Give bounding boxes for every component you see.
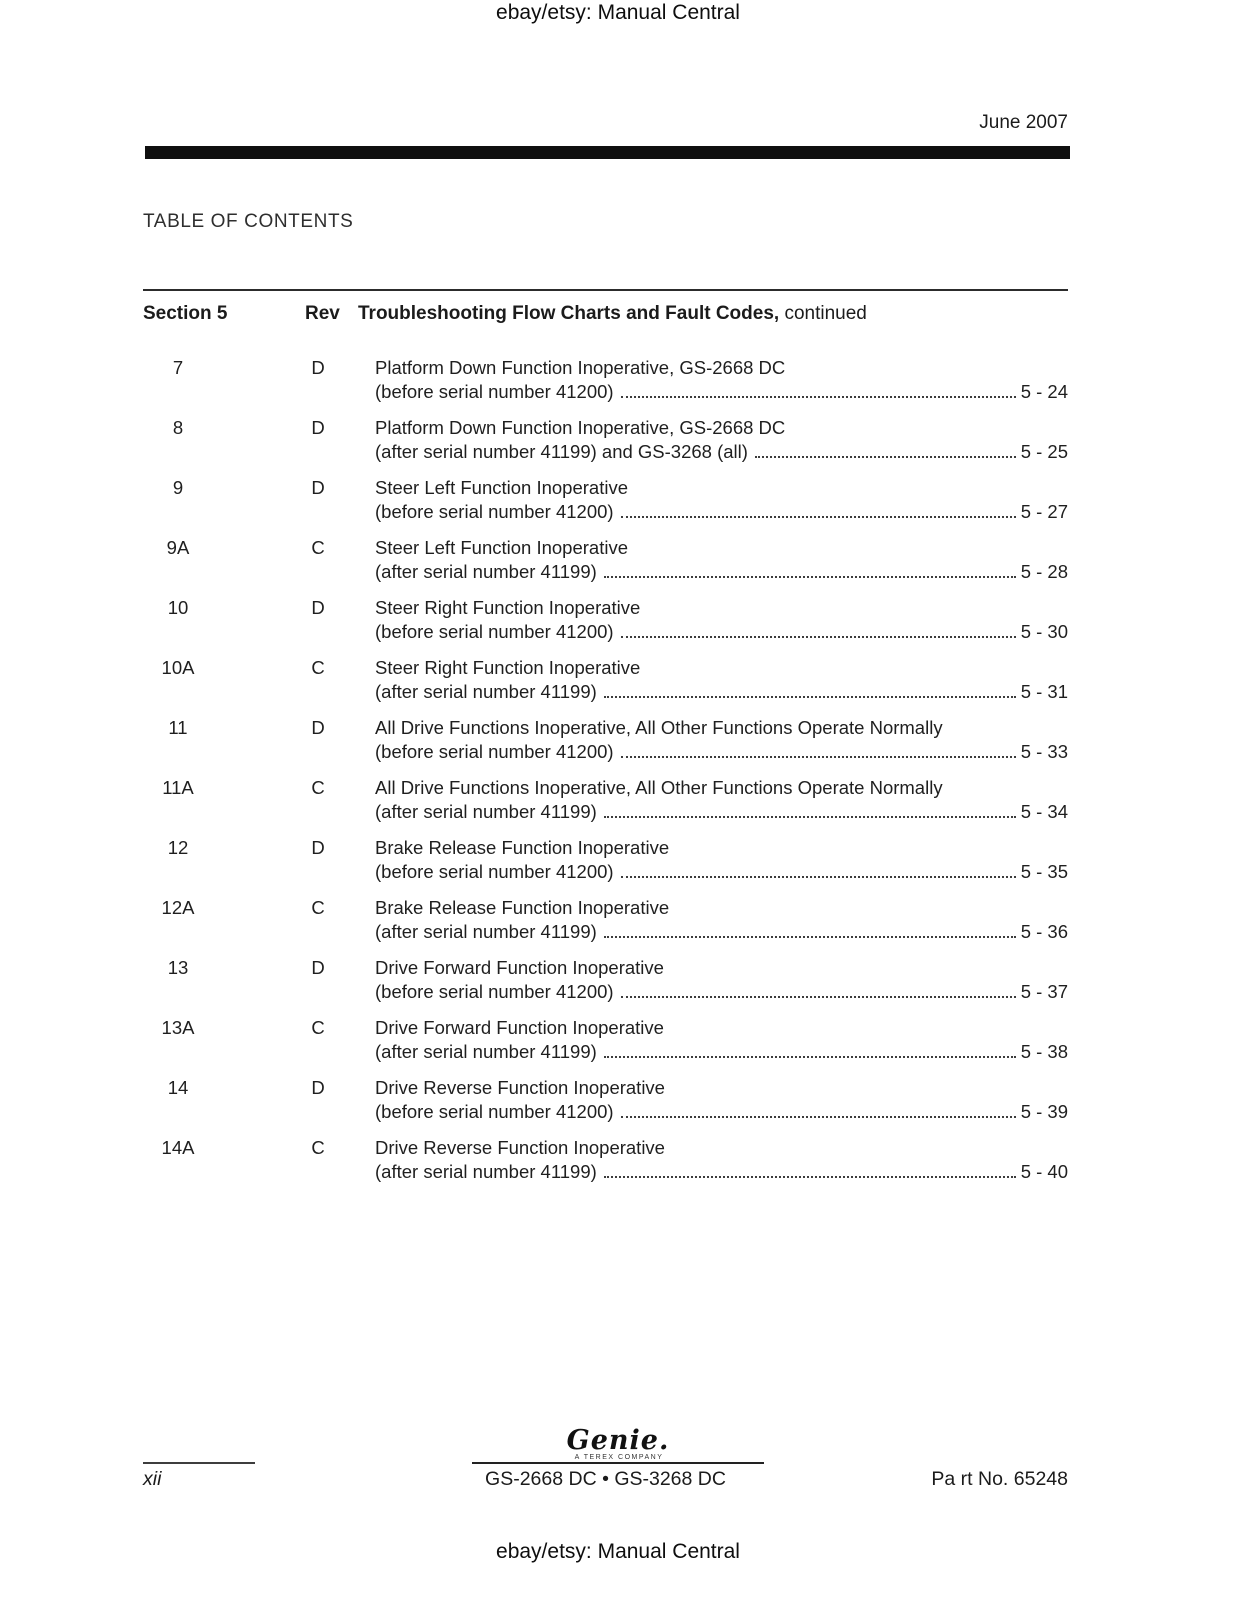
toc-entry — [143, 956, 1068, 1003]
entry-subtitle: (before serial number 41200) — [375, 501, 614, 522]
table-top-rule — [143, 289, 1068, 291]
toc-entry — [143, 536, 1068, 583]
publication-date: June 2007 — [979, 112, 1068, 133]
entry-subtitle-row — [375, 500, 1068, 523]
dot-leader — [604, 696, 1016, 698]
entry-title: Drive Forward Function Inoperative — [375, 957, 664, 978]
entry-title-block — [375, 716, 1068, 763]
toc-entry — [143, 776, 1068, 823]
entry-title: Drive Forward Function Inoperative — [375, 1017, 664, 1038]
brand-logo-block — [0, 1425, 1236, 1464]
entry-title-block — [375, 416, 1068, 463]
entry-rev: D — [311, 717, 325, 738]
column-header-title — [358, 303, 1068, 325]
column-header-rev: Rev — [305, 303, 340, 324]
dot-leader — [621, 396, 1016, 398]
entry-subtitle-row — [375, 1100, 1068, 1123]
entry-subtitle: (before serial number 41200) — [375, 1101, 614, 1122]
entry-subtitle: (after serial number 41199) — [375, 561, 597, 582]
toc-entry — [143, 416, 1068, 463]
entry-subtitle: (before serial number 41200) — [375, 981, 614, 1002]
entry-subtitle: (before serial number 41200) — [375, 741, 614, 762]
entry-title-block — [375, 596, 1068, 643]
entry-title-block — [375, 956, 1068, 1003]
dot-leader — [621, 876, 1016, 878]
entry-page-number: 5 - 37 — [1020, 981, 1068, 1002]
entry-page-number: 5 - 39 — [1020, 1101, 1068, 1122]
entry-page-number: 5 - 40 — [1020, 1161, 1068, 1182]
entry-rev: C — [311, 777, 325, 798]
entry-subtitle: (before serial number 41200) — [375, 621, 614, 642]
toc-entry — [143, 1136, 1068, 1183]
entry-rev: D — [311, 837, 325, 858]
entry-number: 11A — [162, 777, 194, 798]
dot-leader — [621, 996, 1016, 998]
entry-number: 9 — [172, 477, 184, 498]
entry-number: 12A — [161, 897, 195, 918]
entry-number: 14A — [161, 1137, 195, 1158]
entry-subtitle-row — [375, 920, 1068, 943]
footer-row — [143, 1468, 1068, 1491]
entry-page-number: 5 - 30 — [1020, 621, 1068, 642]
entry-rev: D — [311, 357, 325, 378]
footer-page-number: xii — [143, 1468, 162, 1490]
dot-leader — [621, 756, 1016, 758]
entry-number: 12 — [167, 837, 189, 858]
entry-title-block — [375, 1016, 1068, 1063]
entry-rev: D — [311, 477, 325, 498]
entry-title: Steer Right Function Inoperative — [375, 597, 641, 618]
entry-rev: D — [311, 957, 325, 978]
toc-entry — [143, 1076, 1068, 1123]
toc-entry — [143, 716, 1068, 763]
entry-page-number: 5 - 38 — [1020, 1041, 1068, 1062]
entry-title: Platform Down Function Inoperative, GS-2668 DC — [375, 417, 786, 438]
entry-subtitle-row — [375, 1160, 1068, 1183]
entry-page-number: 5 - 31 — [1020, 681, 1068, 702]
entry-title-block — [375, 1076, 1068, 1123]
entry-subtitle-row — [375, 620, 1068, 643]
entry-number: 11 — [168, 717, 188, 738]
toc-entry — [143, 596, 1068, 643]
entry-page-number: 5 - 28 — [1020, 561, 1068, 582]
entry-rev: C — [311, 657, 325, 678]
footer-models: GS-2668 DC • GS-3268 DC — [485, 1468, 726, 1490]
toc-entry — [143, 476, 1068, 523]
dot-leader — [604, 816, 1016, 818]
entry-title-block — [375, 1136, 1068, 1183]
toc-heading: TABLE OF CONTENTS — [143, 211, 354, 232]
entry-subtitle: (after serial number 41199) — [375, 921, 597, 942]
dot-leader — [604, 1176, 1016, 1178]
entry-rev: C — [311, 1017, 325, 1038]
entry-title: Steer Left Function Inoperative — [375, 537, 628, 558]
entry-subtitle-row — [375, 560, 1068, 583]
entry-title: Steer Right Function Inoperative — [375, 657, 641, 678]
brand-tagline: A TEREX COMPANY — [574, 1454, 664, 1461]
entry-rev: D — [311, 1077, 325, 1098]
entry-title-block — [375, 536, 1068, 583]
entry-title: Brake Release Function Inoperative — [375, 897, 670, 918]
entry-number: 9A — [166, 537, 190, 558]
entry-page-number: 5 - 35 — [1020, 861, 1068, 882]
dot-leader — [621, 636, 1016, 638]
entry-page-number: 5 - 27 — [1020, 501, 1068, 522]
watermark-bottom: ebay/etsy: Manual Central — [496, 1540, 740, 1563]
entry-subtitle: (after serial number 41199) — [375, 1161, 597, 1182]
entry-title-block — [375, 656, 1068, 703]
entry-rev: C — [311, 1137, 325, 1158]
column-header-section: Section 5 — [143, 303, 228, 324]
entry-title-block — [375, 776, 1068, 823]
entry-title-block — [375, 836, 1068, 883]
entry-number: 13A — [161, 1017, 195, 1038]
entry-subtitle-row — [375, 380, 1068, 403]
entry-subtitle: (before serial number 41200) — [375, 861, 614, 882]
section-title-bold: Troubleshooting Flow Charts and Fault Codes, — [358, 303, 780, 324]
entry-number: 10 — [167, 597, 189, 618]
entry-title: All Drive Functions Inoperative, All Other Functions Operate Normally — [375, 717, 943, 738]
header-rule-bar — [145, 146, 1070, 159]
footer-part-number: Pa rt No. 65248 — [931, 1468, 1068, 1490]
toc-entry — [143, 1016, 1068, 1063]
entry-subtitle: (after serial number 41199) and GS-3268 (all) — [375, 441, 748, 462]
genie-logo: Genie. — [566, 1425, 670, 1456]
section-title-suffix: continued — [779, 303, 867, 324]
entry-title-block — [375, 476, 1068, 523]
brand-logo-underline — [472, 1425, 765, 1464]
entry-title: Steer Left Function Inoperative — [375, 477, 628, 498]
entry-page-number: 5 - 33 — [1020, 741, 1068, 762]
entry-subtitle: (before serial number 41200) — [375, 381, 614, 402]
entry-title: Drive Reverse Function Inoperative — [375, 1137, 665, 1158]
entry-number: 10A — [161, 657, 195, 678]
entry-subtitle-row — [375, 740, 1068, 763]
toc-entry — [143, 656, 1068, 703]
dot-leader — [621, 516, 1016, 518]
watermark-top: ebay/etsy: Manual Central — [496, 1, 740, 24]
entry-number: 14 — [167, 1077, 189, 1098]
entry-subtitle-row — [375, 860, 1068, 883]
entry-title: Platform Down Function Inoperative, GS-2668 DC — [375, 357, 786, 378]
entry-rev: C — [311, 897, 325, 918]
entry-number: 7 — [172, 357, 184, 378]
dot-leader — [755, 456, 1016, 458]
table-header-row — [143, 303, 1068, 325]
entry-page-number: 5 - 25 — [1020, 441, 1068, 462]
entry-subtitle-row — [375, 680, 1068, 703]
entry-title-block — [375, 356, 1068, 403]
dot-leader — [604, 936, 1016, 938]
toc-entry — [143, 836, 1068, 883]
dot-leader — [604, 1056, 1016, 1058]
toc-entry — [143, 356, 1068, 403]
entry-rev: D — [311, 417, 325, 438]
dot-leader — [604, 576, 1016, 578]
dot-leader — [621, 1116, 1016, 1118]
entry-title: Drive Reverse Function Inoperative — [375, 1077, 665, 1098]
entry-number: 13 — [167, 957, 189, 978]
entry-page-number: 5 - 24 — [1020, 381, 1068, 402]
entry-subtitle: (after serial number 41199) — [375, 801, 597, 822]
entry-rev: C — [311, 537, 325, 558]
entry-title: All Drive Functions Inoperative, All Other Functions Operate Normally — [375, 777, 943, 798]
entry-page-number: 5 - 34 — [1020, 801, 1068, 822]
entry-subtitle-row — [375, 980, 1068, 1003]
footer-left-rule — [143, 1462, 255, 1464]
toc-entries — [143, 356, 1068, 1196]
toc-entry — [143, 896, 1068, 943]
entry-rev: D — [311, 597, 325, 618]
entry-subtitle-row — [375, 440, 1068, 463]
entry-subtitle-row — [375, 1040, 1068, 1063]
entry-subtitle-row — [375, 800, 1068, 823]
entry-subtitle: (after serial number 41199) — [375, 1041, 597, 1062]
entry-page-number: 5 - 36 — [1020, 921, 1068, 942]
entry-subtitle: (after serial number 41199) — [375, 681, 597, 702]
entry-title: Brake Release Function Inoperative — [375, 837, 670, 858]
entry-number: 8 — [172, 417, 184, 438]
entry-title-block — [375, 896, 1068, 943]
